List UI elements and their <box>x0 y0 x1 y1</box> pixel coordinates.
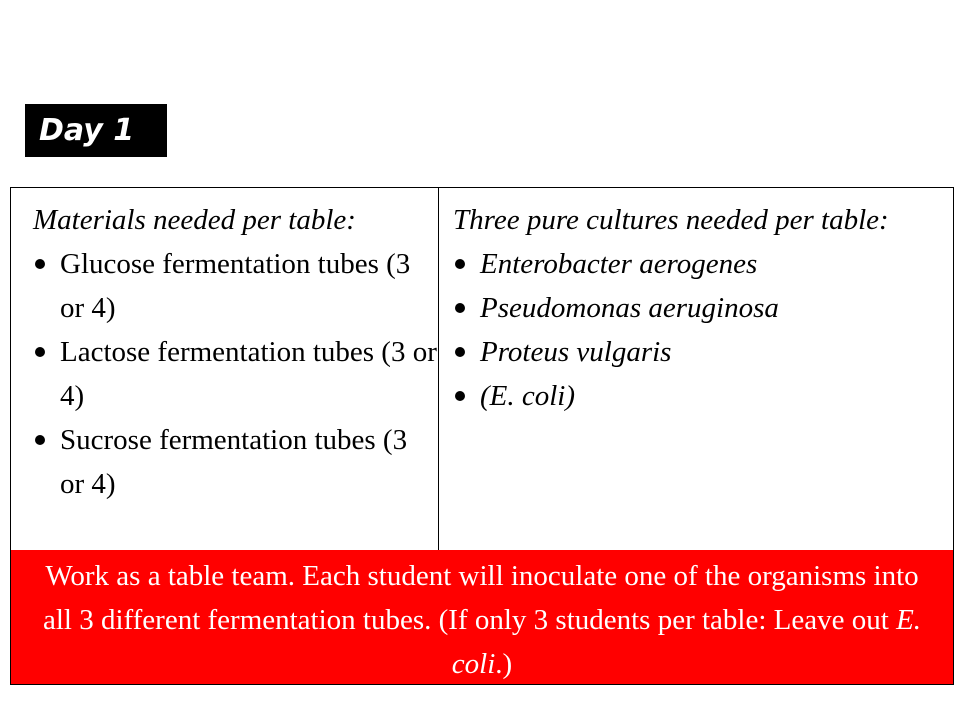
instruction-text-end: .) <box>495 648 513 680</box>
culture-item-pseudomonas: Pseudomonas aeruginosa <box>480 292 779 324</box>
culture-item-ecoli: (E. coli) <box>480 380 576 412</box>
cultures-list <box>453 242 953 418</box>
bullet-icon <box>455 391 465 401</box>
list-item <box>453 374 953 418</box>
materials-heading: Materials needed per table: <box>33 204 356 236</box>
materials-item-glucose: Glucose fermentation tubes (3 or 4) <box>60 248 411 324</box>
content-table <box>10 187 954 685</box>
bullet-icon <box>35 435 45 445</box>
cultures-column <box>439 188 953 550</box>
list-item <box>33 330 438 418</box>
materials-item-sucrose: Sucrose fermentation tubes (3 or 4) <box>60 424 408 500</box>
bullet-icon <box>35 347 45 357</box>
culture-item-proteus: Proteus vulgaris <box>480 336 672 368</box>
day-label: Day 1 <box>25 104 167 157</box>
materials-list <box>33 242 438 506</box>
bullet-icon <box>35 259 45 269</box>
list-item <box>453 286 953 330</box>
culture-item-enterobacter: Enterobacter aerogenes <box>480 248 758 280</box>
list-item <box>33 418 438 506</box>
bullet-icon <box>455 303 465 313</box>
list-item <box>453 330 953 374</box>
instruction-text: Work as a table team. Each student will inoculate one of the organisms into all 3 different fermentation tubes. (If only 3 students per table: Leave out <box>42 560 919 636</box>
list-item <box>453 242 953 286</box>
bullet-icon <box>455 347 465 357</box>
cultures-heading: Three pure cultures needed per table: <box>453 204 889 236</box>
instruction-ecoli: E. coli <box>451 604 922 680</box>
materials-item-lactose: Lactose fermentation tubes (3 or 4) <box>60 336 437 412</box>
instruction-note <box>11 550 953 684</box>
materials-column <box>11 188 439 550</box>
bullet-icon <box>455 259 465 269</box>
list-item <box>33 242 438 330</box>
